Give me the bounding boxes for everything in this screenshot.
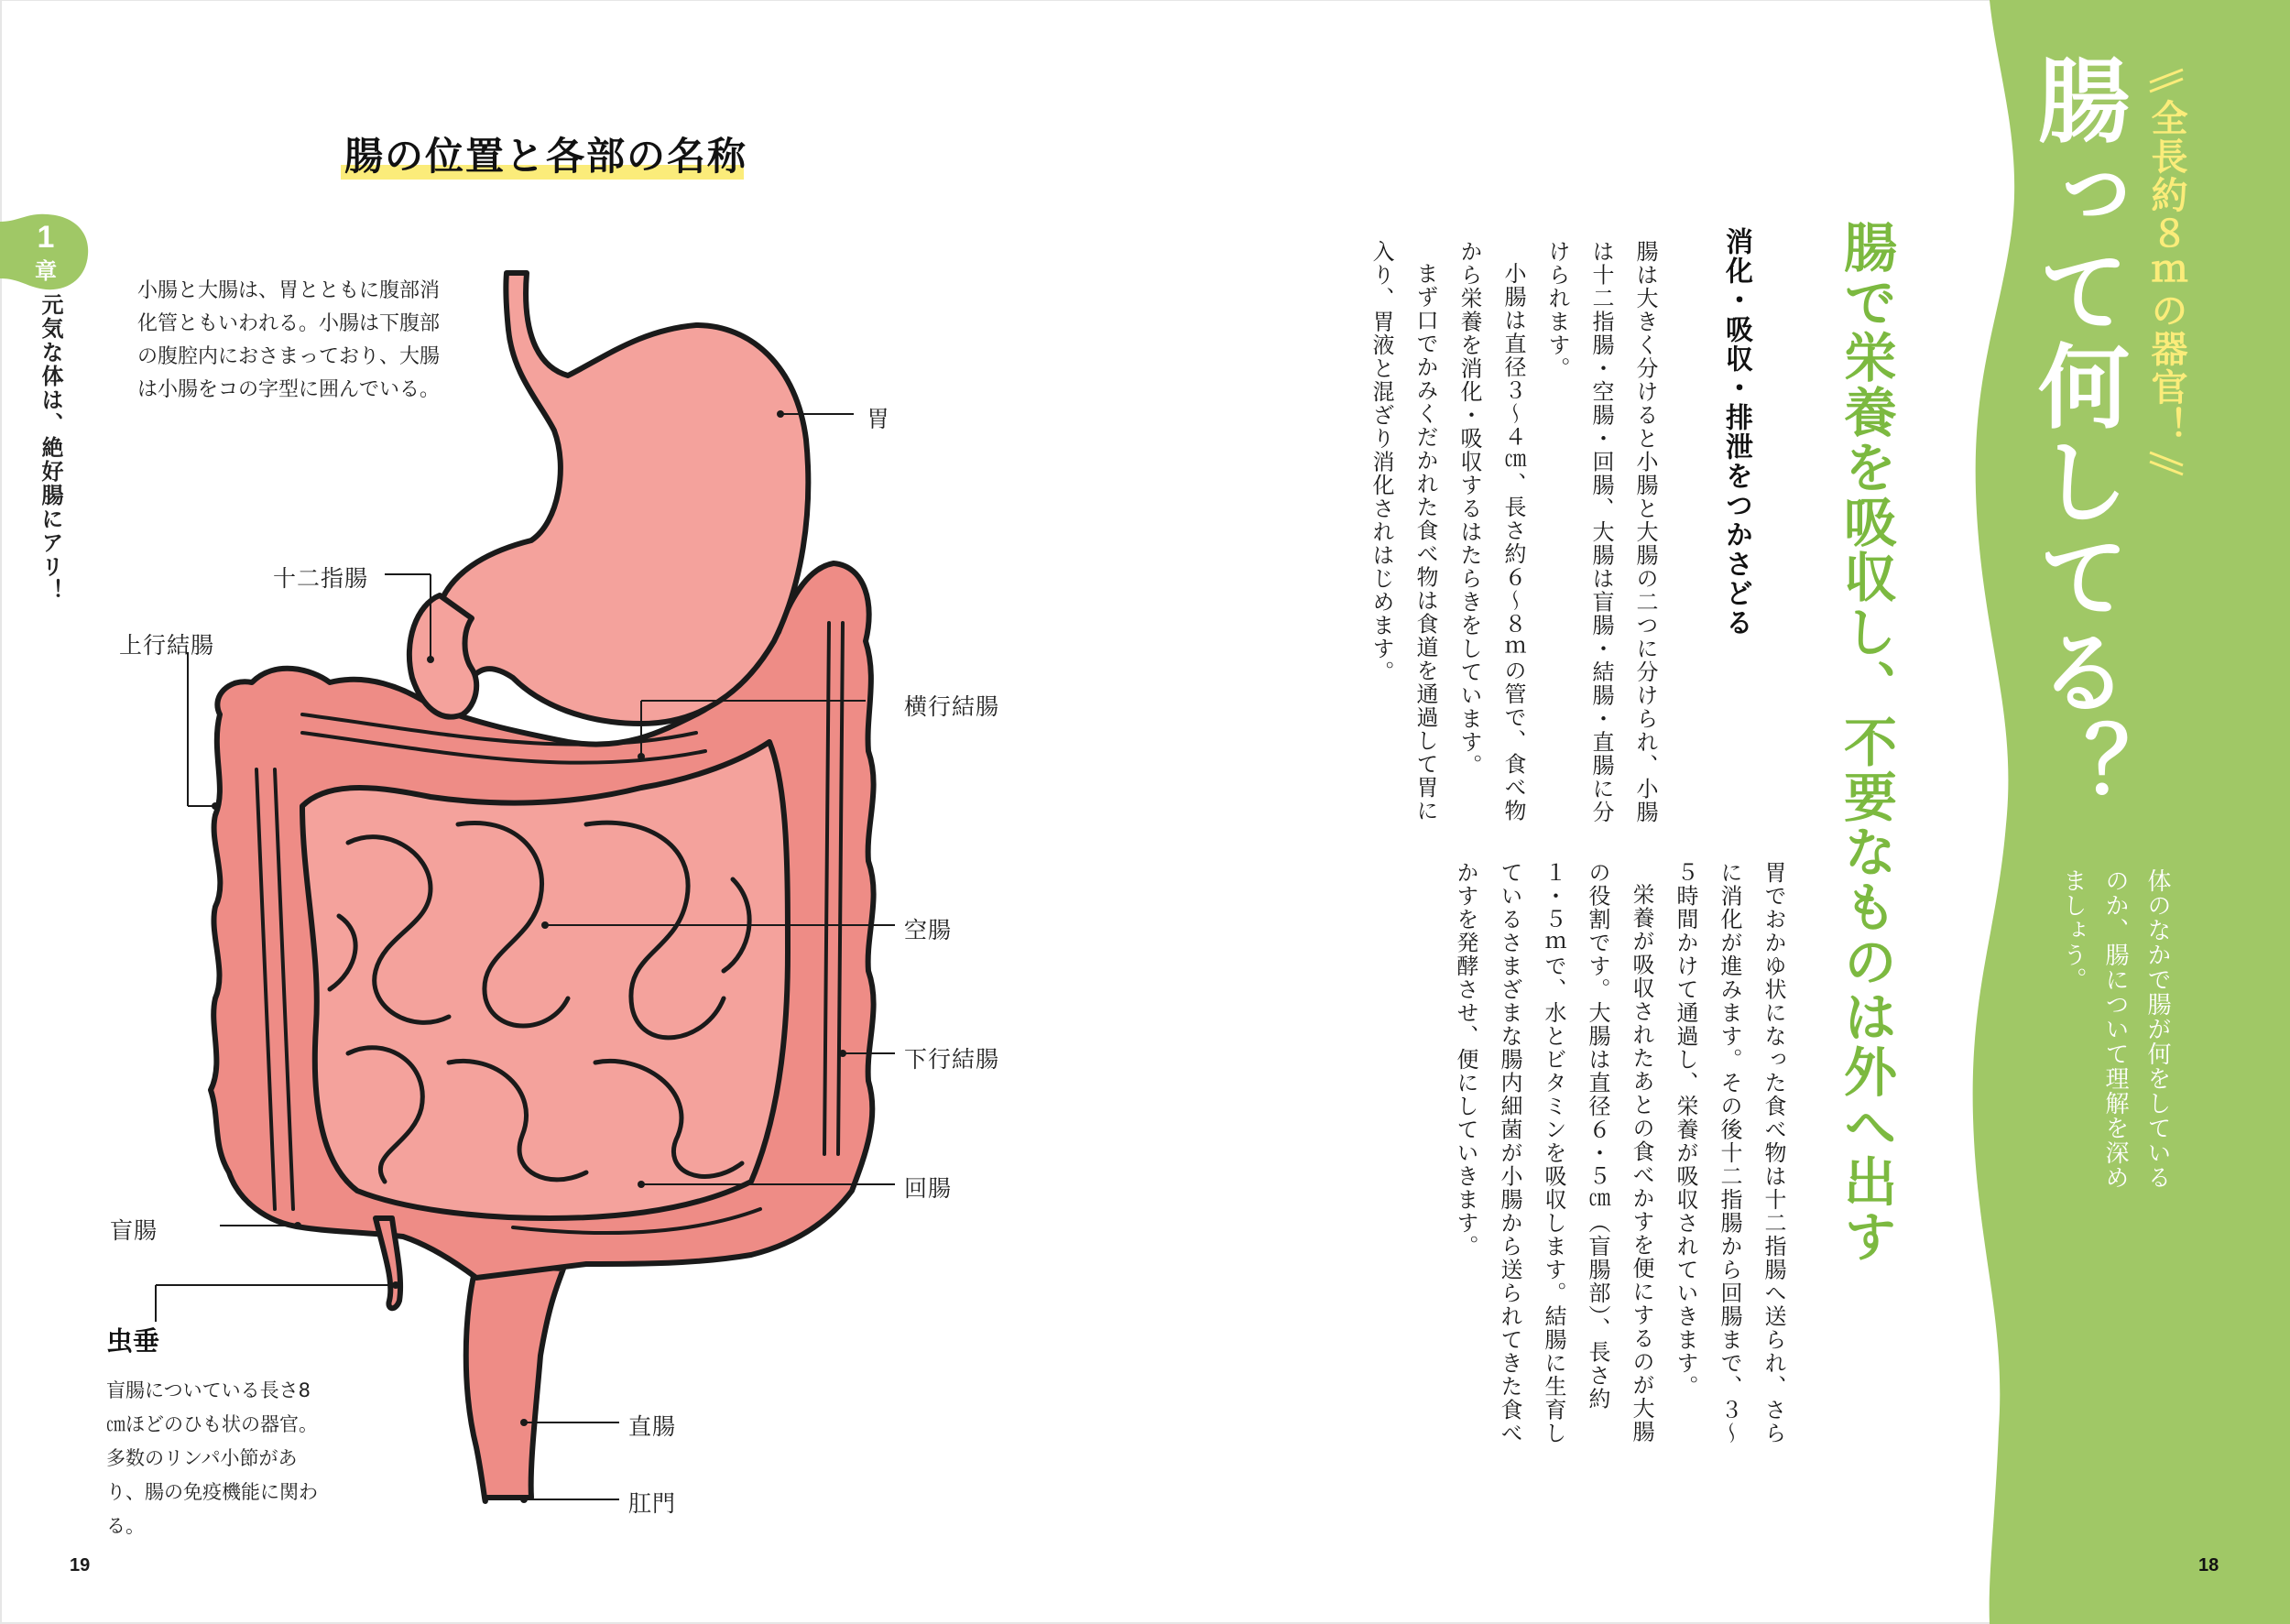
slash-deco-icon — [2148, 451, 2185, 476]
diagram-title: 腸の位置と各部の名称 — [344, 134, 748, 179]
body-text-upper — [1264, 240, 1667, 835]
label-jejunum: 空腸 — [904, 917, 953, 943]
body-text-lower — [1282, 861, 1795, 1447]
label-ileum: 回腸 — [904, 1175, 953, 1202]
lead-text: 体のなかで腸が何をしているのか、腸について理解を深めましょう。 — [2059, 868, 2171, 1190]
stomach-shape — [431, 273, 808, 724]
appendix-title: 虫垂 — [106, 1325, 160, 1357]
paragraph: 胃でおかゆ状になった食べ物は十二指腸へ送られ、さらに消化が進みます。その後十二指腸から回腸まで、３～５時間かけて通過し、栄養が吸収されていきます。 — [1673, 861, 1786, 1445]
page-title: 腸って何してる？ — [2023, 53, 2130, 815]
label-anus: 肛門 — [628, 1490, 677, 1517]
label-cecum: 盲腸 — [110, 1217, 158, 1244]
label-duodenum: 十二指腸 — [273, 565, 369, 592]
label-rectum: 直腸 — [628, 1413, 677, 1440]
rectum-shape — [466, 1264, 563, 1501]
paragraph: 腸は大きく分けると小腸と大腸の二つに分けられ、小腸は十二指腸・空腸・回腸、大腸は盲腸・結腸・直腸に分けられます。 — [1544, 240, 1658, 824]
slash-deco-icon — [2148, 68, 2185, 93]
duodenum-shape — [409, 595, 476, 717]
running-title: 元気な体は、絶好腸にアリ！ — [38, 293, 63, 603]
label-transverse-colon: 横行結腸 — [904, 693, 1000, 720]
diagram-intro: 小腸と大腸は、胃とともに腹部消化管ともいわれる。小腸は下腹部の腹腔内におさまっており、大腸は小腸をコの字型に囲んでいる。 — [137, 279, 441, 401]
appendix-shape — [376, 1218, 400, 1308]
label-stomach: 胃 — [867, 406, 891, 432]
page-number-right: 18 — [2198, 1555, 2219, 1575]
paragraph: 小腸は直径３～４㎝、長さ約６～８ｍの管で、食べ物から栄養を消化・吸収するはたらきをしています。 — [1456, 240, 1526, 823]
section-heading: 消化・吸収・排泄をつかさどる — [1720, 227, 1752, 638]
chapter-unit: 章 — [35, 258, 57, 284]
article-subtitle: 腸で栄養を吸収し、不要なものは外へ出す — [1835, 220, 1897, 1264]
kicker-text: 全長約８ｍの器官！ — [2145, 99, 2187, 445]
paragraph: まず口でかみくだかれた食べ物は食道を通過して胃に入り、胃液と混ざり消化されはじめます。 — [1369, 240, 1438, 823]
page-number-left: 19 — [70, 1555, 91, 1575]
label-ascending-colon: 上行結腸 — [119, 632, 215, 659]
appendix-description: 盲腸についている長さ8㎝ほどのひも状の器官。多数のリンパ小節があり、腸の免疫機能に関わる。 — [106, 1379, 318, 1537]
label-descending-colon: 下行結腸 — [904, 1046, 1000, 1073]
kicker-block — [2139, 62, 2194, 482]
paragraph: 栄養が吸収されたあとの食べかすを便にするのが大腸の役割です。大腸は直径６・５㎝（盲腸部）、長さ約１・５ｍで、水とビタミンを吸収します。結腸に生育しているさまざまな腸内細菌が小腸から送られてきた食べかすを発酵させ、便にしていきます。 — [1453, 861, 1654, 1445]
chapter-number: 1 — [37, 220, 55, 255]
